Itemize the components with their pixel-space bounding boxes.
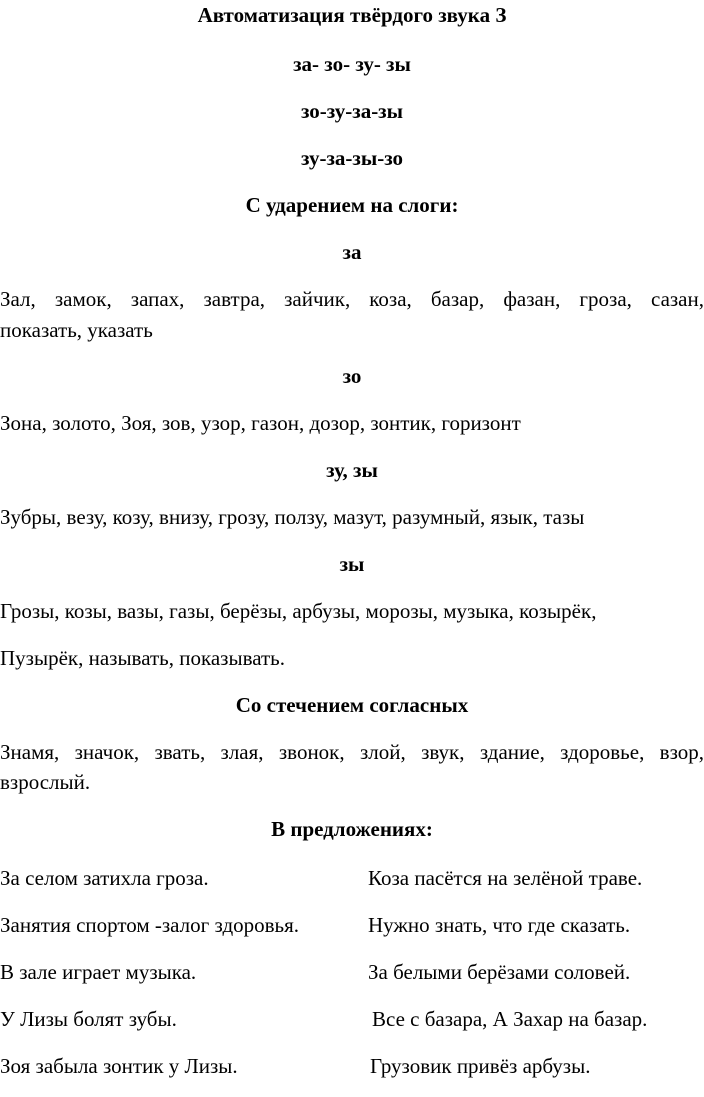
- sentence-left-2: Занятия спортом -залог здоровья.: [0, 913, 300, 937]
- section-heading-zu-zy: зу, зы: [326, 458, 378, 482]
- sentence-right-5: Грузовик привёз арбузы.: [370, 1054, 591, 1078]
- section-heading-zo: зо: [342, 364, 362, 388]
- section-zy-line-2: Пузырёк, называть, показывать.: [0, 646, 285, 670]
- section-zo-line-1: Зона, золото, Зоя, зов, узор, газон, дозор, зонтик, горизонт: [0, 411, 521, 435]
- clusters-heading: Со стечением согласных: [235, 693, 469, 717]
- section-heading-za: за: [342, 240, 362, 264]
- sentence-right-4: Все с базара, А Захар на базар.: [372, 1007, 648, 1031]
- sentence-right-1: Коза пасётся на зелёной траве.: [368, 866, 643, 890]
- section-zy-line-1: Грозы, козы, вазы, газы, берёзы, арбузы, морозы, музыка, козырёк,: [0, 599, 597, 623]
- sentence-right-3: За белыми берёзами соловей.: [368, 960, 631, 984]
- sentences-heading: В предложениях:: [271, 817, 433, 841]
- sentence-left-3: В зале играет музыка.: [0, 960, 197, 984]
- clusters-line-2: взрослый.: [0, 770, 91, 794]
- section-zu-line-1: Зубры, везу, козу, внизу, грозу, ползу, мазут, разумный, язык, тазы: [0, 505, 585, 529]
- syllables-line-3: зу-за-зы-зо: [300, 146, 404, 170]
- section-heading-zy: зы: [339, 552, 365, 576]
- section-za-line-1: Зал, замок, запах, завтра, зайчик, коза, базар, фазан, гроза, сазан,: [0, 287, 704, 311]
- clusters-line-1: Знамя, значок, звать, злая, звонок, злой, звук, здание, здоровье, взор,: [0, 740, 704, 764]
- sentence-left-5: Зоя забыла зонтик у Лизы.: [0, 1054, 238, 1078]
- sentence-left-1: За селом затихла гроза.: [0, 866, 209, 890]
- syllables-line-1: за- зо- зу- зы: [293, 52, 411, 76]
- page-title: Автоматизация твёрдого звука З: [197, 3, 507, 27]
- stress-heading: С ударением на слоги:: [245, 193, 459, 217]
- sentence-left-4: У Лизы болят зубы.: [0, 1007, 177, 1031]
- syllables-line-2: зо-зу-за-зы: [300, 99, 404, 123]
- section-za-line-2: показать, указать: [0, 318, 153, 342]
- sentence-right-2: Нужно знать, что где сказать.: [368, 913, 631, 937]
